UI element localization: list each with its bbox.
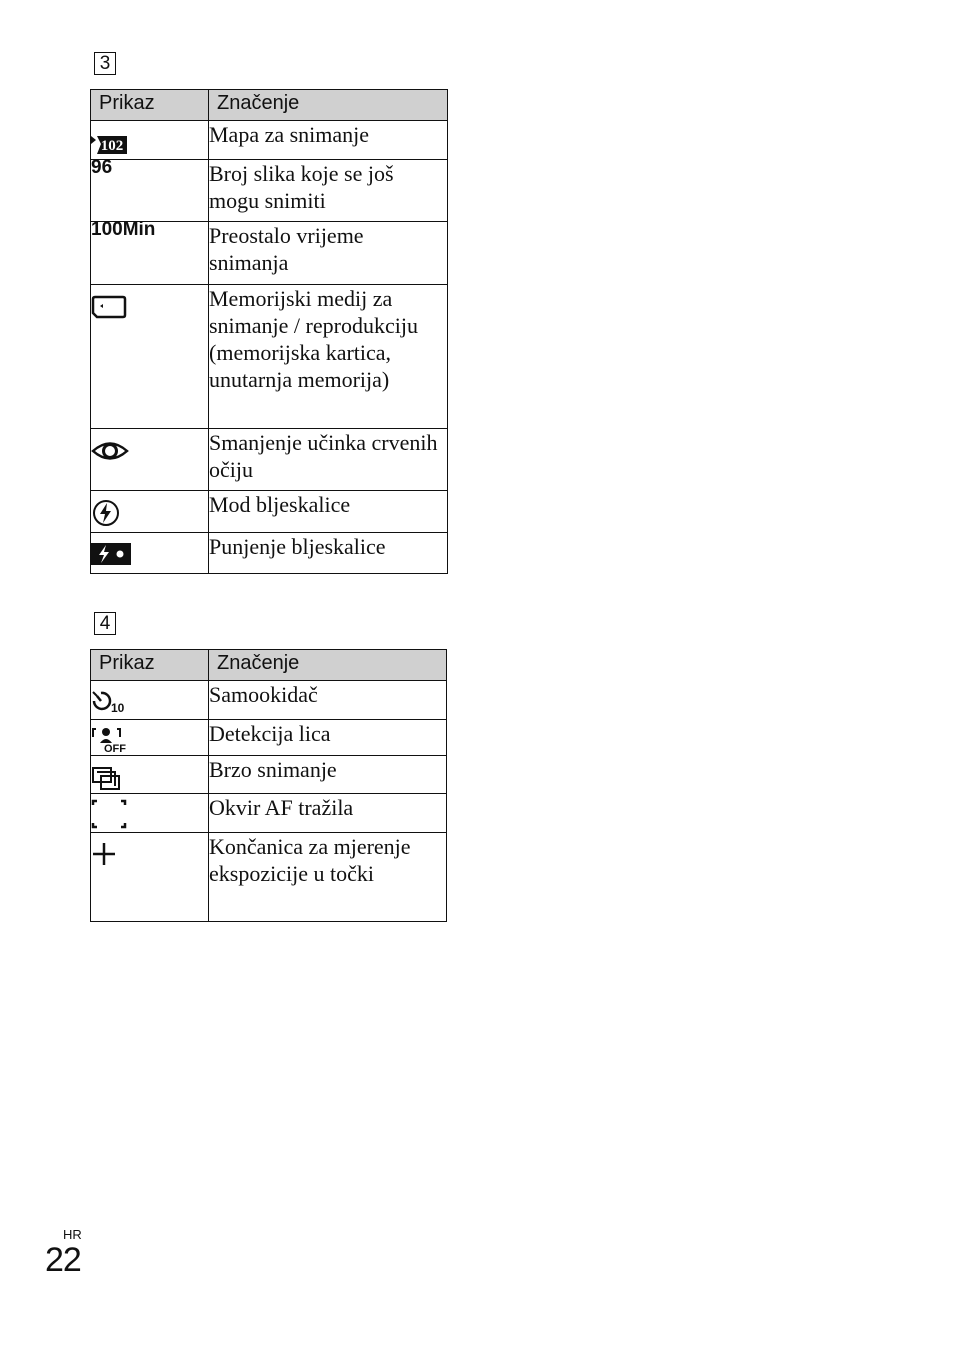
display-table-3 xyxy=(90,89,448,574)
meaning-cell: Punjenje bljeskalice xyxy=(209,533,448,574)
burst-icon xyxy=(91,766,123,790)
section-number-3: 3 xyxy=(94,52,116,75)
meaning-cell: Okvir AF tražila xyxy=(209,794,447,833)
meaning-cell: Mapa za snimanje xyxy=(209,121,448,160)
table-row xyxy=(91,285,448,429)
meaning-cell: Memorijski medij za snimanje / reprodukciju (memorijska kartica, unutarnja memorija) xyxy=(209,285,448,429)
self-timer-10-icon xyxy=(91,688,127,714)
column-header-prikaz: Prikaz xyxy=(91,90,209,121)
column-header-znacenje: Značenje xyxy=(209,650,447,681)
display-table-4 xyxy=(90,649,447,922)
table-row xyxy=(91,794,447,833)
table-row xyxy=(91,533,448,574)
meaning-cell: Mod bljeskalice xyxy=(209,491,448,533)
meaning-cell: Končanica za mjerenje ekspozicije u točki xyxy=(209,833,447,922)
symbol-cell xyxy=(91,794,209,833)
page-number: 22 xyxy=(45,1241,81,1279)
memory-card-icon xyxy=(91,295,127,319)
table-row xyxy=(91,491,448,533)
meaning-cell: Broj slika koje se još mogu snimiti xyxy=(209,160,448,222)
table-row xyxy=(91,833,447,922)
svg-text:10: 10 xyxy=(111,701,125,714)
spot-metering-crosshair-icon xyxy=(91,841,117,867)
meaning-cell: Detekcija lica xyxy=(209,720,447,756)
svg-text:102: 102 xyxy=(100,138,124,154)
meaning-cell: Smanjenje učinka crvenih očiju xyxy=(209,429,448,491)
column-header-znacenje: Značenje xyxy=(209,90,448,121)
language-label: HR xyxy=(63,1227,82,1242)
symbol-cell xyxy=(91,533,209,574)
column-header-prikaz: Prikaz xyxy=(91,650,209,681)
svg-text:OFF: OFF xyxy=(104,743,126,753)
folder-102-icon xyxy=(91,134,127,154)
table-row xyxy=(91,720,447,756)
red-eye-icon xyxy=(91,439,129,463)
table-header-row xyxy=(91,90,448,121)
time-remaining-value: 100Min xyxy=(91,219,156,240)
symbol-cell xyxy=(91,219,209,285)
af-frame-icon xyxy=(91,799,127,829)
symbol-cell xyxy=(91,285,209,429)
symbol-cell xyxy=(91,681,209,720)
table-header-row xyxy=(91,650,447,681)
symbol-cell xyxy=(91,121,209,160)
table-row xyxy=(91,160,448,222)
section-number-4: 4 xyxy=(94,612,116,635)
table-row xyxy=(91,429,448,491)
table-row xyxy=(91,681,447,720)
meaning-cell: Preostalo vrijeme snimanja xyxy=(209,222,448,285)
table-row xyxy=(91,222,448,285)
symbol-cell xyxy=(91,720,209,756)
meaning-cell: Brzo snimanje xyxy=(209,756,447,794)
table-row xyxy=(91,756,447,794)
face-detection-off-icon xyxy=(91,725,131,753)
flash-charging-icon xyxy=(91,543,131,565)
symbol-cell xyxy=(91,833,209,922)
shots-remaining-value: 96 xyxy=(91,157,113,178)
meaning-cell: Samookidač xyxy=(209,681,447,720)
flash-mode-icon xyxy=(91,498,121,528)
symbol-cell xyxy=(91,491,209,533)
table-row xyxy=(91,121,448,160)
symbol-cell xyxy=(91,756,209,794)
symbol-cell xyxy=(91,157,209,222)
symbol-cell xyxy=(91,429,209,491)
